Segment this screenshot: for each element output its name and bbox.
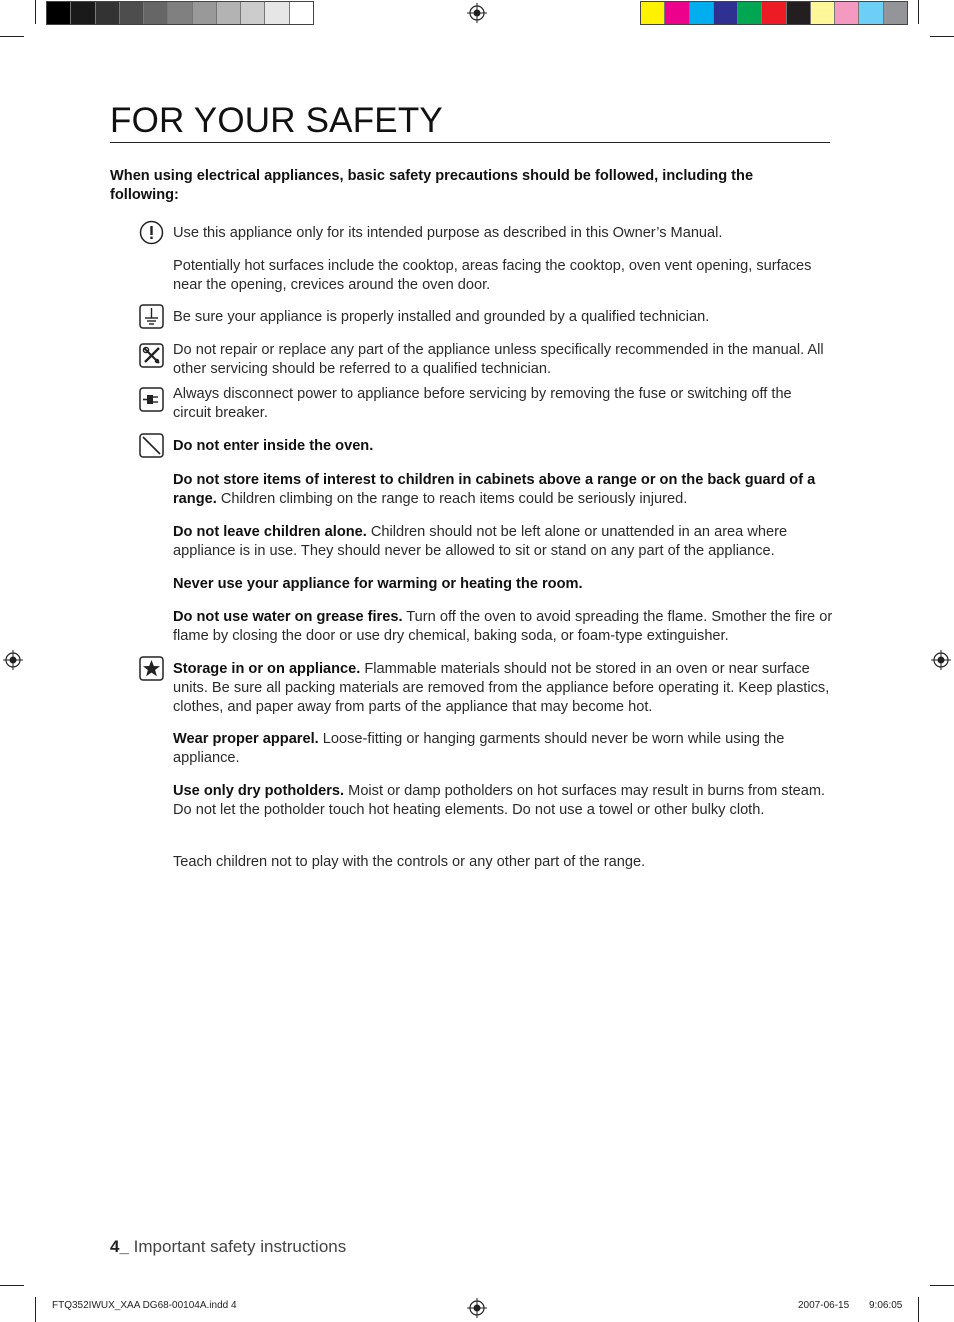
exclamation-circle-icon bbox=[139, 220, 164, 245]
color-swatch bbox=[193, 2, 217, 24]
color-swatch bbox=[168, 2, 192, 24]
prohibited-icon bbox=[139, 433, 164, 458]
color-swatch bbox=[290, 2, 313, 24]
crop-mark bbox=[0, 1285, 24, 1286]
color-swatch bbox=[738, 2, 762, 24]
crop-mark bbox=[35, 0, 36, 24]
color-swatch bbox=[835, 2, 859, 24]
safety-item: Do not repair or replace any part of the appliance unless specifically recommended in the manual. All other servicing should be referred to a qualified technician. bbox=[173, 342, 824, 377]
star-icon bbox=[139, 656, 164, 681]
color-swatch bbox=[47, 2, 71, 24]
ground-icon bbox=[139, 304, 164, 329]
crop-mark bbox=[918, 1297, 919, 1322]
page-number: 4_ bbox=[110, 1237, 129, 1256]
safety-item: Do not use water on grease fires. Turn off the oven to avoid spreading the flame. Smother the fire or flame by closing the door or use dry chemical, baking soda, or foam-type extinguisher. bbox=[173, 609, 833, 644]
color-swatch bbox=[641, 2, 665, 24]
safety-item: Use this appliance only for its intended purpose as described in this Owner’s Manual. bbox=[173, 225, 723, 241]
color-swatch bbox=[665, 2, 689, 24]
crop-mark bbox=[35, 1297, 36, 1322]
safety-item: Never use your appliance for warming or heating the room. bbox=[173, 576, 583, 592]
slug-file: FTQ352IWUX_XAA DG68-00104A.indd 4 bbox=[52, 1300, 237, 1311]
registration-mark-icon bbox=[467, 3, 487, 23]
safety-item: Storage in or on appliance. Flammable materials should not be stored in an oven or near surface units. Be sure all packing materials are removed from the appliance before operating it. Keep plastics, clothes, and paper away from parts of the appliance that may become hot. bbox=[173, 661, 830, 715]
safety-item: Be sure your appliance is properly installed and grounded by a qualified technician. bbox=[173, 309, 710, 325]
crop-mark bbox=[918, 0, 919, 24]
color-swatch bbox=[714, 2, 738, 24]
color-swatch bbox=[265, 2, 289, 24]
safety-item: Use only dry potholders. Moist or damp potholders on hot surfaces may result in burns from steam. Do not let the potholder touch hot heating elements. Do not use a towel or other bulky cloth. bbox=[173, 783, 826, 818]
color-swatch bbox=[144, 2, 168, 24]
color-swatch bbox=[241, 2, 265, 24]
color-swatch bbox=[96, 2, 120, 24]
crop-mark bbox=[0, 36, 24, 37]
page-title: FOR YOUR SAFETY bbox=[110, 101, 443, 140]
color-swatch bbox=[71, 2, 95, 24]
color-swatch-bar bbox=[640, 1, 908, 25]
slug-date: 2007-06-15 bbox=[798, 1300, 850, 1311]
color-swatch bbox=[811, 2, 835, 24]
registration-mark-icon bbox=[3, 650, 23, 670]
safety-item: Do not store items of interest to children in cabinets above a range or on the back guard of a range. Children climbing on the range to reach items could be seriously injured. bbox=[173, 472, 816, 507]
intro-text: When using electrical appliances, basic safety precautions should be followed, including the following: bbox=[110, 168, 754, 203]
footer-section: Important safety instructions bbox=[128, 1237, 347, 1256]
safety-item: Potentially hot surfaces include the cooktop, areas facing the cooktop, oven vent opening, surfaces near the opening, crevices around the oven door. bbox=[173, 258, 812, 293]
crop-mark bbox=[930, 1285, 954, 1286]
color-swatch bbox=[859, 2, 883, 24]
safety-item: Teach children not to play with the controls or any other part of the range. bbox=[173, 854, 646, 870]
registration-mark-icon bbox=[467, 1298, 487, 1318]
color-swatch bbox=[120, 2, 144, 24]
color-swatch bbox=[787, 2, 811, 24]
safety-item: Do not leave children alone. Children should not be left alone or unattended in an area where appliance is in use. They should never be allowed to sit or stand on any part of the appliance. bbox=[173, 524, 788, 559]
safety-item: Always disconnect power to appliance before servicing by removing the fuse or switching off the circuit breaker. bbox=[173, 386, 792, 421]
crop-mark bbox=[930, 36, 954, 37]
unplug-icon bbox=[139, 387, 164, 412]
color-swatch bbox=[762, 2, 786, 24]
registration-mark-icon bbox=[931, 650, 951, 670]
safety-item: Do not enter inside the oven. bbox=[173, 438, 374, 454]
title-rule bbox=[110, 100, 830, 143]
gray-swatch-bar bbox=[46, 1, 314, 25]
no-repair-icon bbox=[139, 343, 164, 368]
page-footer bbox=[110, 1237, 346, 1257]
color-swatch bbox=[217, 2, 241, 24]
color-swatch bbox=[690, 2, 714, 24]
slug-time: 9:06:05 bbox=[869, 1300, 903, 1311]
safety-item: Wear proper apparel. Loose-fitting or hanging garments should never be worn while using the appliance. bbox=[173, 731, 785, 766]
color-swatch bbox=[884, 2, 907, 24]
